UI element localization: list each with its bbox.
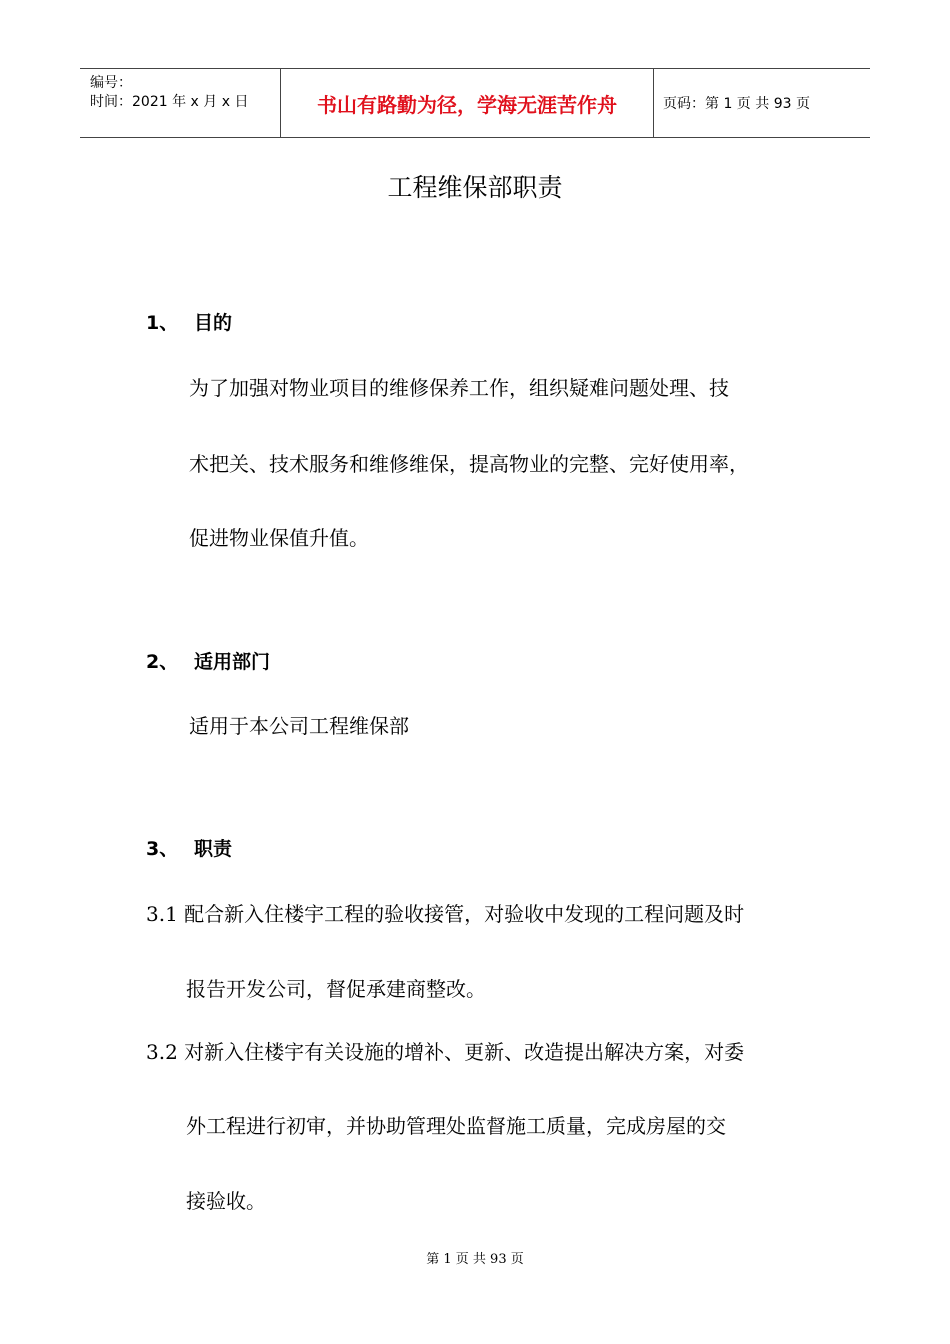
list-item-first-line: 3.1 配合新入住楼宇工程的验收接管，对验收中发现的工程问题及时: [146, 902, 745, 926]
time-label: 时间：2021 年 x 月 x 日: [90, 94, 249, 110]
section-heading: [146, 647, 270, 674]
header-meta-cell: [80, 69, 281, 137]
section-title: 职责: [194, 838, 233, 860]
section-number: 3、: [146, 838, 179, 860]
paragraph-line: 促进物业保值升值。: [189, 526, 369, 550]
list-item-line: 外工程进行初审，并协助管理处监督施工质量，完成房屋的交: [186, 1114, 726, 1138]
section-heading: [146, 308, 232, 335]
section-heading: [146, 834, 232, 861]
section-number: 1、: [146, 312, 179, 334]
paragraph-line: 为了加强对物业项目的维修保养工作，组织疑难问题处理、技: [189, 376, 729, 400]
paragraph-line: 适用于本公司工程维保部: [189, 714, 409, 738]
page-footer: 第 1 页 共 93 页: [426, 1252, 524, 1267]
document-header: [80, 68, 870, 138]
paragraph-line: 术把关、技术服务和维修维保，提高物业的完整、完好使用率，: [189, 452, 749, 476]
section-title: 适用部门: [194, 651, 271, 673]
section-number: 2、: [146, 651, 179, 673]
list-item-line: 报告开发公司，督促承建商整改。: [186, 977, 486, 1001]
header-motto: 书山有路勤为径，学海无涯苦作舟: [281, 69, 654, 137]
section-title: 目的: [194, 312, 233, 334]
page-title: 工程维保部职责: [387, 173, 563, 202]
list-item-line: 接验收。: [186, 1189, 266, 1213]
number-label: 编号：: [90, 75, 132, 91]
header-page-info: 页码：第 1 页 共 93 页: [663, 96, 810, 112]
list-item-first-line: 3.2 对新入住楼宇有关设施的增补、更新、改造提出解决方案，对委: [146, 1040, 745, 1064]
